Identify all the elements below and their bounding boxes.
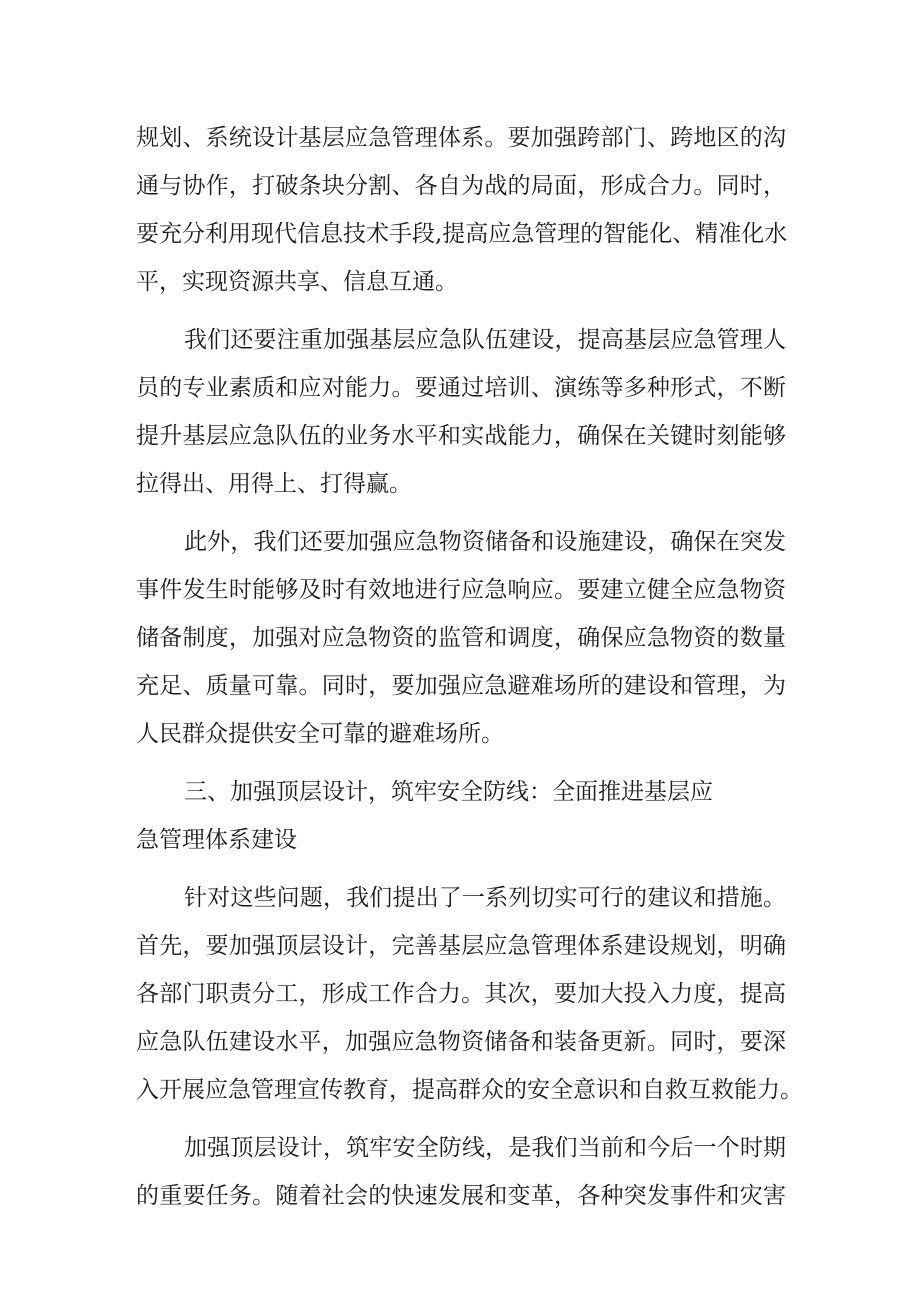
text-line: 此外，我们还要加强应急物资储备和设施建设，确保在突发 [184,529,786,555]
paragraph-5 [136,1124,786,1220]
paragraph-1 [136,114,786,306]
text-line: 加强顶层设计，筑牢安全防线，是我们当前和今后一个时期 [184,1135,786,1161]
text-line: 拉得出、用得上、打得赢。 [136,471,412,497]
text-line: 的重要任务。随着社会的快速发展和变革，各种突发事件和灾害 [136,1183,786,1209]
text-line: 人民群众提供安全可靠的避难场所。 [136,721,504,747]
heading-line: 急管理体系建设 [136,827,297,853]
document-body [136,114,803,1220]
text-line: 员的专业素质和应对能力。要通过培训、演练等多种形式，不断 [136,375,786,401]
text-line: 通与协作，打破条块分割、各自为战的局面，形成合力。同时， [136,173,786,199]
text-line: 应急队伍建设水平，加强应急物资储备和装备更新。同时，要深 [136,1029,786,1055]
paragraph-3 [136,518,786,758]
heading-line: 三、加强顶层设计，筑牢安全防线：全面推进基层应 [184,779,713,805]
text-line: 我们还要注重加强基层应急队伍建设，提高基层应急管理人 [184,327,786,353]
text-line: 入开展应急管理宣传教育，提高群众的安全意识和自救互救能力。 [136,1077,803,1103]
paragraph-4 [136,874,803,1114]
text-line: 各部门职责分工，形成工作合力。其次，要加大投入力度，提高 [136,981,786,1007]
text-line: 针对这些问题，我们提出了一系列切实可行的建议和措施。 [184,885,786,911]
text-line: 储备制度，加强对应急物资的监管和调度，确保应急物资的数量 [136,625,786,651]
text-line: 要充分利用现代信息技术手段,提高应急管理的智能化、精准化水 [136,221,788,247]
paragraph-2 [136,316,786,508]
text-line: 事件发生时能够及时有效地进行应急响应。要建立健全应急物资 [136,577,786,603]
section-heading [136,768,786,864]
text-line: 首先，要加强顶层设计，完善基层应急管理体系建设规划，明确 [136,933,786,959]
text-line: 提升基层应急队伍的业务水平和实战能力，确保在关键时刻能够 [136,423,786,449]
text-line: 充足、质量可靠。同时，要加强应急避难场所的建设和管理，为 [136,673,786,699]
text-line: 平，实现资源共享、信息互通。 [136,269,458,295]
text-line: 规划、系统设计基层应急管理体系。要加强跨部门、跨地区的沟 [136,125,786,151]
